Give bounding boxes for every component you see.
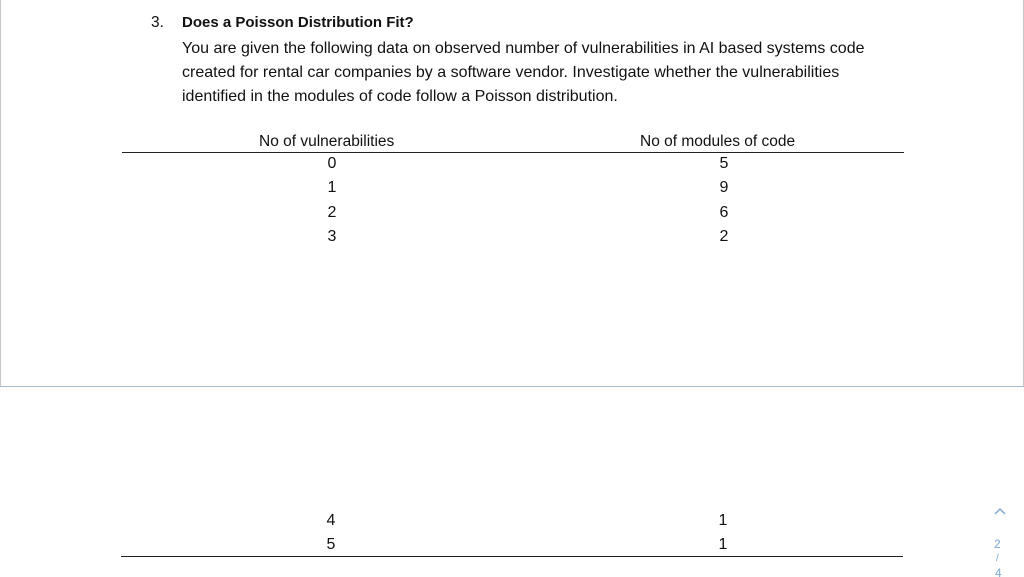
question-number: 3. xyxy=(151,14,164,31)
question-body-line: You are given the following data on observed number of vulnerabilities in AI based systems code xyxy=(182,40,865,57)
table-cell-vulnerabilities: 4 xyxy=(326,512,336,529)
column-header-vulnerabilities: No of vulnerabilities xyxy=(259,133,395,150)
table-cell-modules: 6 xyxy=(719,204,729,221)
current-page-number: 2 xyxy=(994,537,1001,551)
table-cell-modules: 9 xyxy=(719,179,729,196)
table-cell-vulnerabilities: 1 xyxy=(327,179,337,196)
table-cell-modules: 1 xyxy=(718,536,728,553)
table-cell-vulnerabilities: 0 xyxy=(327,155,337,172)
table-cell-vulnerabilities: 5 xyxy=(326,536,336,553)
page-separator-slash: / xyxy=(996,553,999,564)
column-header-modules: No of modules of code xyxy=(640,133,796,150)
chevron-up-icon[interactable] xyxy=(990,503,1010,519)
document-page-2 xyxy=(0,387,1024,577)
table-top-rule xyxy=(122,152,904,153)
table-cell-vulnerabilities: 2 xyxy=(327,204,337,221)
question-body-line: created for rental car companies by a software vendor. Investigate whether the vulnerabilities xyxy=(182,64,840,81)
table-cell-modules: 1 xyxy=(718,512,728,529)
question-body xyxy=(182,37,922,109)
question-body-line: identified in the modules of code follow a Poisson distribution. xyxy=(182,88,618,105)
question-title: Does a Poisson Distribution Fit? xyxy=(182,14,414,31)
table-cell-modules: 2 xyxy=(719,228,729,245)
table-cell-vulnerabilities: 3 xyxy=(327,228,337,245)
table-bottom-rule xyxy=(121,556,903,557)
table-cell-modules: 5 xyxy=(719,155,729,172)
total-pages: 4 xyxy=(995,566,1002,577)
